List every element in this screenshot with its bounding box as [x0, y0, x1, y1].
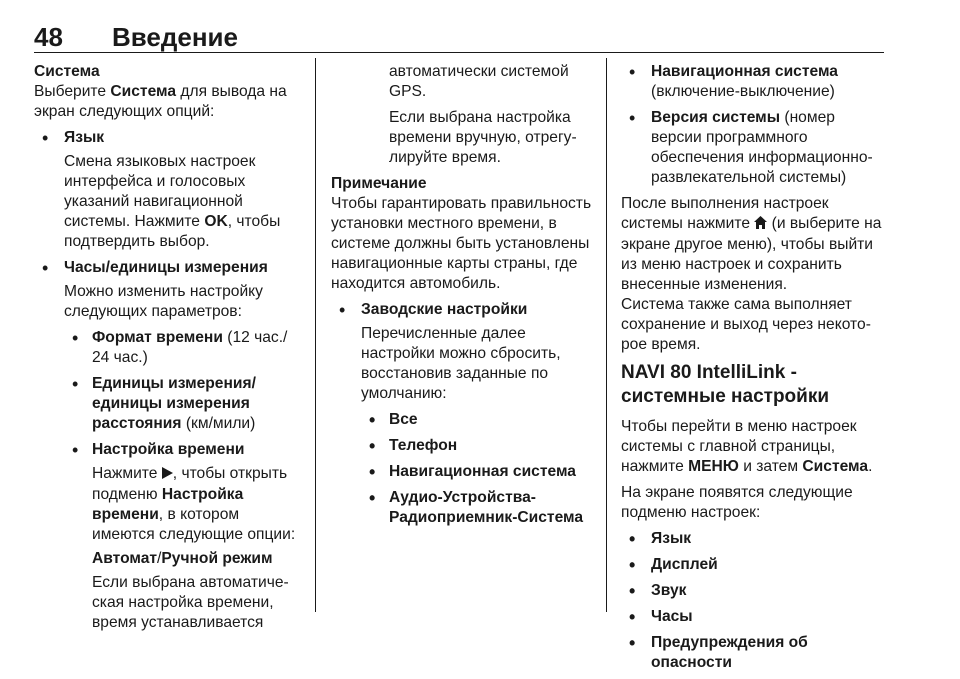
column-divider-2 [606, 58, 607, 612]
list-item-display: • Дисплей [621, 555, 887, 575]
list-item-system-version: • Версия системы (номер версии программного обеспечения информационно-развлекательной системы) [621, 108, 887, 188]
list-item-clock: • Часы [621, 607, 887, 627]
column-2 [331, 62, 597, 534]
list-item-language: • Язык Смена языковых настроек интерфейса и голосовых указаний навигационной системы. Нажмите OK, чтобы подтвердить выбор. [34, 128, 306, 252]
column-1 [34, 62, 306, 639]
language-description: Смена языковых настроек интерфейса и голосовых указаний навигационной системы. Нажмите OK, чтобы подтвердить выбор. [64, 153, 281, 250]
list-item-factory-settings: • Заводские настройки Перечисленные далее настройки можно сбросить, восстановив заданные по умолчанию: • Все • Телефон • Навигационная система • Аудио-Устройства-Радиоприемник-Система [331, 300, 597, 528]
list-item-sound: • Звук [621, 581, 887, 601]
list-item-language: • Язык [621, 529, 887, 549]
note-heading: Примечание [331, 175, 427, 192]
auto-continued: автоматически системой GPS. Если выбрана настройка времени вручную, отрегулируйте время. [389, 63, 577, 166]
after-settings-text: После выполнения настроек системы нажмите (и выберите на экране другое меню), чтобы выйти из меню настроек и сохранить внесенные изменения. [621, 195, 882, 293]
list-item-units: • Единицы измерения/ единицы измерения расстояния (км/мили) [64, 374, 306, 434]
list-item-clock-units: • Часы/единицы измерения Можно изменить настройку следующих параметров: • Формат времени (12 час./ 24 час.) • Единицы измерения/ единицы измерения расстояния (км/мили) • Настройка времени Нажмите , чтобы открыть подменю Настройка времени, в котором имеются следующие опции: Автомат/Ручной режим Если выбрана автоматическая настройка времени, время устанавливается [34, 258, 306, 633]
page-title: Введение [112, 22, 238, 52]
auto-save-text: Система также сама выполняет сохранение и выход через некоторое время. [621, 296, 871, 353]
goto-settings-text: Чтобы перейти в меню настроек системы с главной страницы, нажмите МЕНЮ и затем Система. [621, 418, 873, 475]
auto-manual-mode: Автомат/Ручной режим [92, 550, 273, 567]
page-header [34, 22, 884, 52]
list-item-all: • Все [361, 410, 597, 430]
header-rule [34, 52, 884, 53]
clock-sublist [64, 328, 306, 633]
play-arrow-icon [162, 465, 173, 485]
home-icon [754, 215, 767, 235]
submenu-intro: На экране появятся следующие подменю настроек: [621, 484, 853, 521]
page-number: 48 [34, 22, 63, 52]
note-text: Чтобы гарантировать правильность установки местного времени, в системе должны быть установлены навигационные карты страны, где находится автомобиль. [331, 195, 592, 292]
section-heading-system: Система [34, 63, 100, 80]
list-item-audio: • Аудио-Устройства-Радиоприемник-Система [361, 488, 597, 528]
list-item-navigation: • Навигационная система [361, 462, 597, 482]
system-intro: Выберите Система для вывода на экран следующих опций: [34, 83, 287, 120]
factory-list [331, 300, 597, 528]
navi-settings-heading: NAVI 80 IntelliLink - системные настройки [621, 362, 830, 407]
list-item-time-setting: • Настройка времени Нажмите , чтобы открыть подменю Настройка времени, в котором имеются следующие опции: Автомат/Ручной режим Если выбрана автоматическая настройка времени, время устанавливается [64, 440, 306, 633]
list-item-time-format: • Формат времени (12 час./ 24 час.) [64, 328, 306, 368]
column-3 [621, 62, 887, 679]
time-setting-description: Нажмите , чтобы открыть подменю Настройка времени, в котором имеются следующие опции: [92, 465, 296, 543]
system-list-continued [621, 62, 887, 188]
list-item-nav-system: • Навигационная система (включение-выключение) [621, 62, 887, 102]
list-item-phone: • Телефон [361, 436, 597, 456]
column-divider-1 [315, 58, 316, 612]
system-options-list [34, 128, 306, 633]
list-item-hazard-warnings: • Предупреждения об опасности [621, 633, 887, 673]
submenu-list [621, 529, 887, 673]
factory-sublist [361, 410, 597, 528]
